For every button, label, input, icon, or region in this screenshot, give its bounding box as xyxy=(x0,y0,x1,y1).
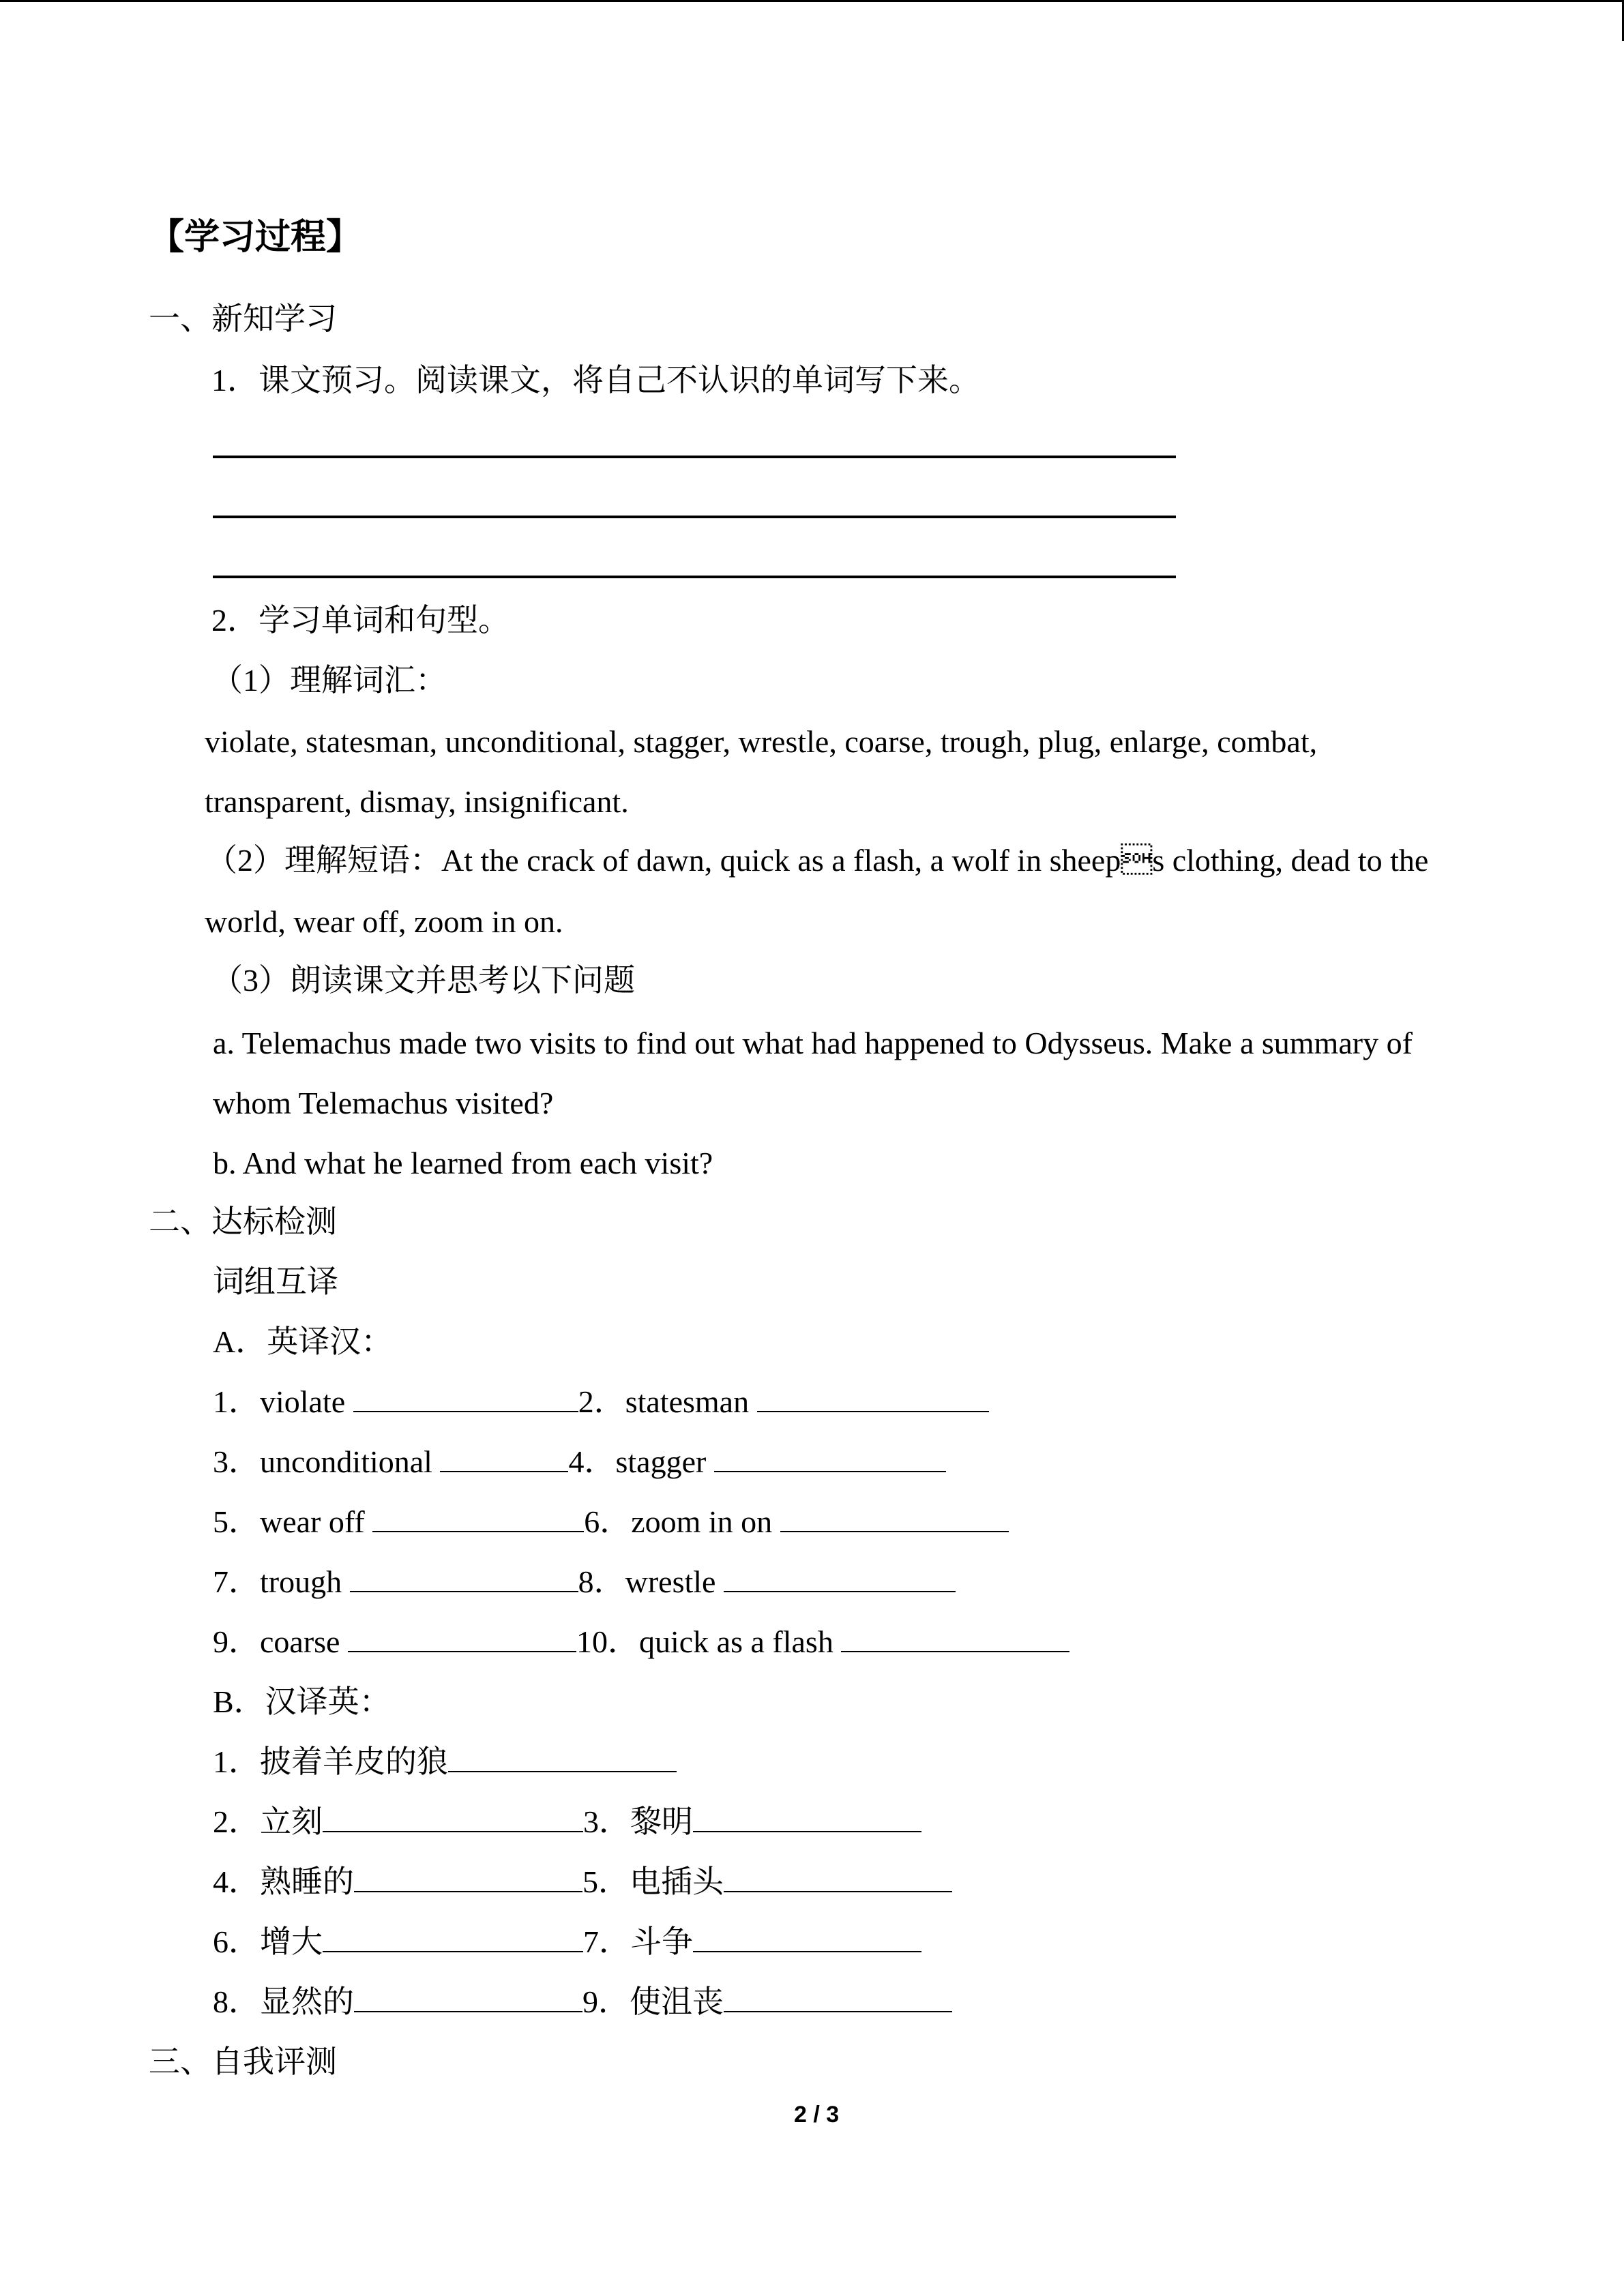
b-item-5-label: 5．电插头 xyxy=(582,1864,724,1899)
b-item-4-blank[interactable] xyxy=(354,1864,582,1892)
b-item-2-blank[interactable] xyxy=(323,1804,583,1832)
sub3-label: （3）朗读课文并思考以下问题 xyxy=(211,963,635,998)
a-item-6-blank[interactable] xyxy=(780,1504,1009,1532)
b-item-5-blank[interactable] xyxy=(724,1864,952,1892)
a-row-1 xyxy=(213,1382,989,1422)
answer-line-2 xyxy=(213,516,1176,518)
a-row-3 xyxy=(213,1502,1009,1542)
item2-text: 2．学习单词和句型。 xyxy=(211,603,510,638)
part3-heading: 三、自我评测 xyxy=(149,2044,337,2079)
b-row-5 xyxy=(213,1982,952,2023)
a-item-6-label: 6．zoom in on xyxy=(584,1504,780,1539)
a-row-5 xyxy=(213,1622,1069,1663)
b-item-9-label: 9．使沮丧 xyxy=(582,1984,724,2019)
b-item-6-label: 6．增大 xyxy=(213,1924,323,1959)
a-item-3-blank[interactable] xyxy=(440,1444,568,1472)
b-row-2 xyxy=(213,1802,921,1843)
a-item-1-blank[interactable] xyxy=(353,1384,578,1412)
b-item-1-blank[interactable] xyxy=(448,1744,677,1772)
section-title: 【学习过程】 xyxy=(149,217,362,258)
b-item-9-blank[interactable] xyxy=(724,1984,952,2012)
part2-subheading: 词组互译 xyxy=(213,1264,338,1299)
a-item-1-label: 1．violate xyxy=(213,1384,353,1419)
a-item-9-blank[interactable] xyxy=(348,1624,576,1652)
a-item-10-label: 10．quick as a flash xyxy=(576,1624,842,1659)
a-item-9-label: 9．coarse xyxy=(213,1624,348,1659)
a-row-4 xyxy=(213,1562,956,1602)
a-item-4-label: 4．stagger xyxy=(568,1444,714,1479)
top-border xyxy=(0,0,1624,2)
a-item-7-label: 7．trough xyxy=(213,1564,350,1599)
vocab-line-1: violate, statesman, unconditional, stagger, wrestle, coarse, trough, plug, enlarge, combat, xyxy=(205,724,1318,759)
question-a-line-1: a. Telemachus made two visits to find out what had happened to Odysseus. Make a summary of xyxy=(213,1026,1413,1060)
question-a-line-2: whom Telemachus visited? xyxy=(213,1086,554,1120)
page-number: 2 / 3 xyxy=(794,2102,840,2128)
part-b-label: B．汉译英： xyxy=(213,1684,391,1719)
b-item-7-label: 7．斗争 xyxy=(583,1924,693,1959)
vocab-line-2: transparent, dismay, insignificant. xyxy=(205,784,629,819)
question-b: b. And what he learned from each visit? xyxy=(213,1146,713,1180)
b-item-1-label: 1．披着羊皮的狼 xyxy=(213,1744,448,1779)
b-row-1 xyxy=(213,1742,677,1783)
b-item-6-blank[interactable] xyxy=(323,1924,583,1952)
item1-text: 1．课文预习。阅读课文，将自己不认识的单词写下来。 xyxy=(211,363,980,398)
part-a-label: A．英译汉： xyxy=(213,1324,393,1359)
answer-line-3 xyxy=(213,576,1176,578)
b-row-3 xyxy=(213,1862,952,1903)
b-item-3-label: 3．黎明 xyxy=(583,1804,693,1839)
a-item-3-label: 3．unconditional xyxy=(213,1444,441,1479)
b-item-2-label: 2．立刻 xyxy=(213,1804,323,1839)
sub1-label: （1）理解词汇： xyxy=(211,663,447,698)
a-row-2 xyxy=(213,1442,946,1482)
a-item-2-blank[interactable] xyxy=(757,1384,989,1412)
a-item-5-label: 5．wear off xyxy=(213,1504,373,1539)
a-item-4-blank[interactable] xyxy=(714,1444,946,1472)
answer-line-1 xyxy=(213,456,1176,458)
part2-heading: 二、达标检测 xyxy=(149,1204,337,1239)
b-item-8-label: 8．显然的 xyxy=(213,1984,354,2019)
part1-heading: 一、新知学习 xyxy=(149,301,337,336)
a-item-8-label: 8．wrestle xyxy=(578,1564,724,1599)
a-item-10-blank[interactable] xyxy=(841,1624,1069,1652)
b-item-7-blank[interactable] xyxy=(693,1924,921,1952)
phrases-line-1: （2）理解短语：At the crack of dawn, quick as a flash, a wolf in sheeps clothing, dead to the xyxy=(206,843,1429,878)
a-item-8-blank[interactable] xyxy=(724,1564,956,1592)
b-row-4 xyxy=(213,1922,921,1963)
b-item-4-label: 4．熟睡的 xyxy=(213,1864,354,1899)
b-item-8-blank[interactable] xyxy=(354,1984,582,2012)
a-item-7-blank[interactable] xyxy=(350,1564,578,1592)
a-item-2-label: 2．statesman xyxy=(578,1384,757,1419)
a-item-5-blank[interactable] xyxy=(372,1504,584,1532)
phrases-line-2: world, wear off, zoom in on. xyxy=(205,904,563,939)
b-item-3-blank[interactable] xyxy=(693,1804,921,1832)
